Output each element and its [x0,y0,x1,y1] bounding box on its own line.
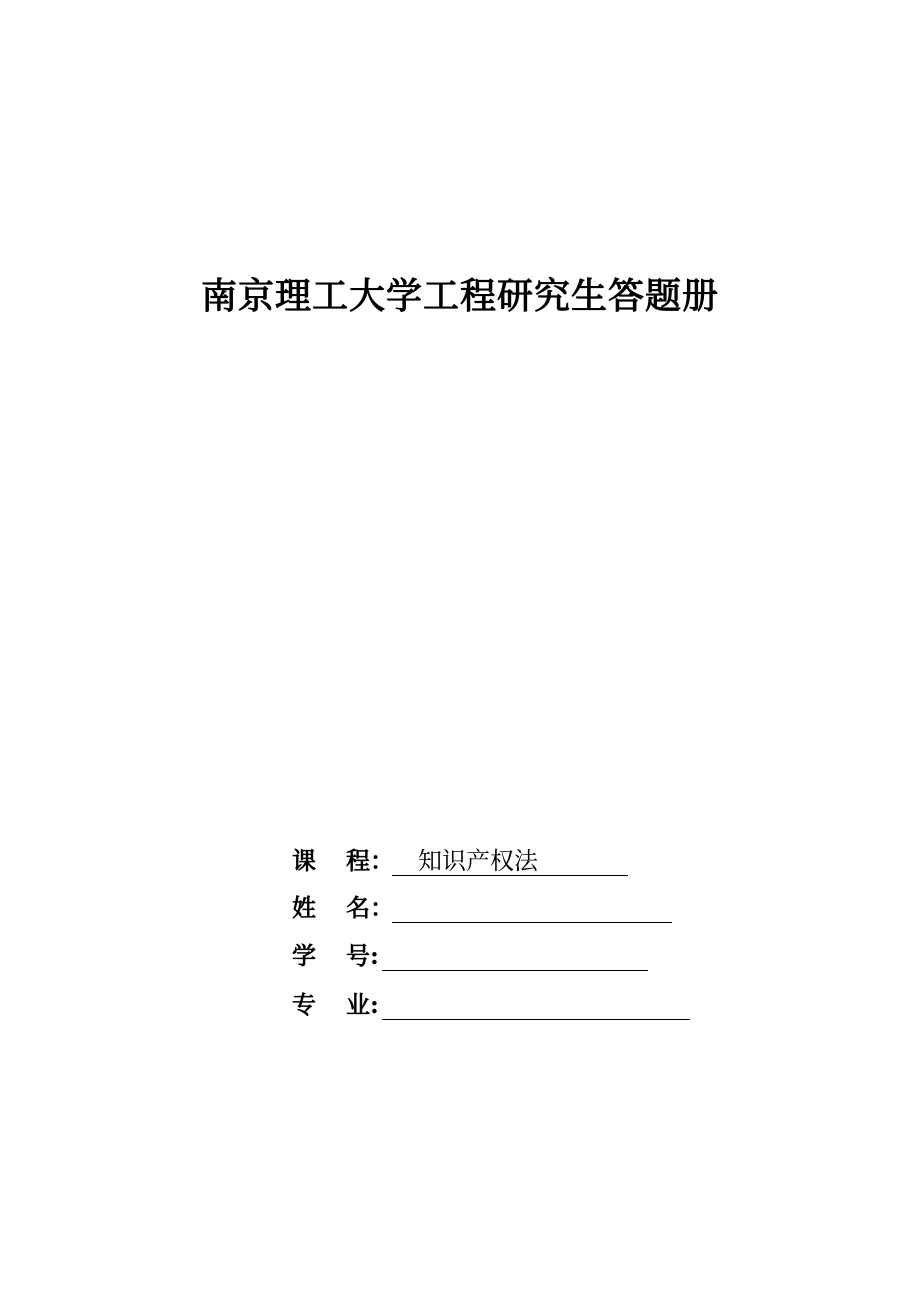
major-label-char-2: 业 [346,990,370,1019]
student-id-value [382,942,408,970]
major-label [292,990,382,1020]
document-title: 南京理工大学工程研究生答题册 [200,275,719,317]
student-id-label-char-2: 号 [346,941,370,970]
major-label-char-1: 专 [292,990,316,1019]
student-id-field [292,937,648,971]
student-id-label-char-1: 学 [292,941,316,970]
major-input-line[interactable] [382,990,690,1020]
course-label [292,846,392,876]
course-input-line[interactable] [392,846,628,876]
student-id-colon: : [370,941,379,970]
student-id-label [292,941,382,971]
major-colon: : [370,990,379,1019]
name-label-char-2: 名 [346,893,370,922]
name-input-line[interactable] [392,893,672,923]
course-colon: ： [370,846,394,875]
course-field [292,842,628,876]
course-value: 知识产权法 [418,847,538,875]
name-field [292,889,672,923]
name-value [392,894,418,922]
course-label-char-1: 课 [292,846,316,875]
name-label [292,893,392,923]
name-label-char-1: 姓 [292,893,316,922]
major-value [382,991,408,1019]
course-label-char-2: 程 [346,846,370,875]
major-field [292,986,690,1020]
name-colon: ： [370,893,394,922]
student-id-input-line[interactable] [382,941,648,971]
